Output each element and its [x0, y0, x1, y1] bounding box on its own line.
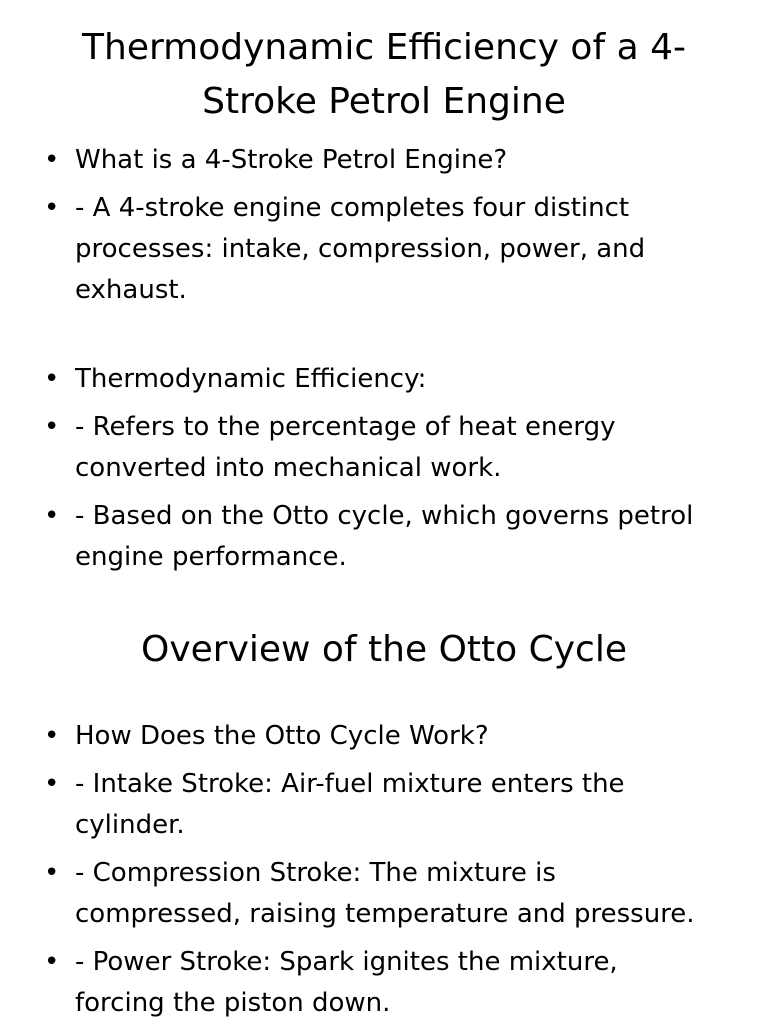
bullet-text: - Based on the Otto cycle, which governs petrol engine performance.: [75, 501, 694, 572]
bullet-point-icon: •: [44, 858, 60, 888]
slide-2: [0, 576, 768, 1024]
bullet-point-icon: •: [44, 364, 60, 394]
bullet-text: How Does the Otto Cycle Work?: [75, 721, 489, 751]
bullet-text: - Compression Stroke: The mixture is compressed, raising temperature and pressure.: [75, 858, 695, 929]
slide-2-title: Overview of the Otto Cycle: [140, 629, 628, 670]
bullet-text: - A 4-stroke engine completes four distinct processes: intake, compression, power, and exhaust.: [75, 193, 646, 305]
slide-1-bullet-list: [44, 140, 704, 576]
bullet-text: - Power Stroke: Spark ignites the mixture, forcing the piston down.: [75, 947, 618, 1018]
slide-2-bullet-list: [44, 716, 704, 1024]
bullet-item: [44, 764, 704, 846]
bullet-point-icon: •: [44, 412, 60, 442]
bullet-item: [44, 359, 704, 400]
bullet-item: [44, 407, 704, 489]
bullet-point-icon: •: [44, 721, 60, 751]
bullet-item: [44, 853, 704, 935]
bullet-item: [44, 716, 704, 757]
bullet-point-icon: •: [44, 769, 60, 799]
bullet-item: [44, 496, 704, 576]
bullet-point-icon: •: [44, 947, 60, 977]
bullet-item: [44, 140, 704, 181]
bullet-text: - Refers to the percentage of heat energy converted into mechanical work.: [75, 412, 616, 483]
bullet-text: Thermodynamic Efficiency:: [75, 364, 427, 394]
bullet-point-icon: •: [44, 145, 60, 175]
slide-1-title: Thermodynamic Efficiency of a 4-Stroke Petrol Engine: [82, 27, 686, 122]
bullet-text: What is a 4-Stroke Petrol Engine?: [75, 145, 508, 175]
bullet-item: [44, 188, 704, 311]
bullet-point-icon: •: [44, 193, 60, 223]
bullet-text: - Intake Stroke: Air-fuel mixture enters the cylinder.: [75, 769, 625, 840]
bullet-item: [44, 942, 704, 1024]
bullet-point-icon: •: [44, 501, 60, 531]
